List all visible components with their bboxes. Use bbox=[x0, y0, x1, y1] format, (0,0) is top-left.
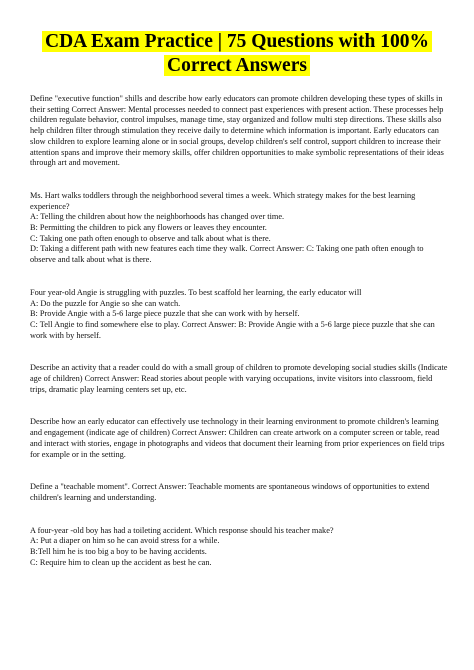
question-block-angie-puzzles bbox=[30, 288, 450, 342]
option-b: B:Tell him he is too big a boy to be having accidents. bbox=[30, 547, 207, 557]
paragraph: Describe how an early educator can effectively use technology in their learning environment to promote children's learning and engagement (indicate age of children) Correct Answer: Children can create artwork on a computer screen or table, read and interact with stories, engage in photographs and videos that document their learning from prior experiences on field trips for example or in the setting. bbox=[30, 417, 445, 459]
paragraph: Define a "teachable moment". Correct Answer: Teachable moments are spontaneous windows of opportunities to extend children's learning and understanding. bbox=[30, 482, 430, 502]
question-text: Ms. Hart walks toddlers through the neighborhood several times a week. Which strategy makes for the best learning experience? bbox=[30, 190, 416, 211]
option-b: B: Provide Angie with a 5-6 large piece puzzle that she can work with by herself. bbox=[30, 309, 300, 319]
option-a: A: Put a diaper on him so he can avoid stress for a while. bbox=[30, 536, 220, 546]
question-text: A four-year -old boy has had a toileting accident. Which response should his teacher make? bbox=[30, 525, 334, 535]
option-c: C: Taking one path often enough to observe and talk about what is there. bbox=[30, 233, 271, 243]
option-c: C: Require him to clean up the accident as best he can. bbox=[30, 557, 212, 567]
paragraph: Describe an activity that a reader could do with a small group of children to promote developing social studies skills (Indicate age of children) Correct Answer: Read stories about people with varying occupations, invite visitors into classroom, field trips, dramatic play learning centers set up, etc. bbox=[30, 363, 448, 394]
paragraph: Define "executive function" shills and describe how early educators can promote children developing these types of skills in their setting Correct Answer: Mental processes needed to connect past experiences with present action. These processes help children regulate behavior, control impulses, manage time, stay organized and follow multi step directions. These skills also help children filter through stimulation they receive daily to determine which information is important. Early educators can slow children to explore learning alone or in social groups, develop children's self control, support children to increase their attention spans and improve their memory skills, offer children opportunities to make symbolic representations of their ideas through art and movement. bbox=[30, 94, 444, 168]
question-block-neighborhood-walk bbox=[30, 191, 450, 266]
option-a: A: Telling the children about how the neighborhoods has changed over time. bbox=[30, 212, 285, 222]
document-body bbox=[30, 94, 450, 591]
title-line-1: CDA Exam Practice | 75 Questions with 100% bbox=[42, 31, 432, 52]
question-block-toileting-accident bbox=[30, 526, 450, 569]
question-block-executive-function bbox=[30, 94, 450, 169]
document-title bbox=[36, 30, 438, 78]
question-block-technology bbox=[30, 417, 450, 460]
option-d-answer: D: Taking a different path with new features each time they walk. Correct Answer: C: Taking one path often enough to observe and talk about what is there. bbox=[30, 244, 424, 265]
question-block-social-studies bbox=[30, 363, 450, 395]
question-block-teachable-moment bbox=[30, 482, 450, 503]
option-b: B: Permitting the children to pick any flowers or leaves they encounter. bbox=[30, 223, 267, 233]
title-line-2: Correct Answers bbox=[164, 55, 310, 76]
option-c-answer: C: Tell Angie to find somewhere else to play. Correct Answer: B: Provide Angie with a 5-6 large piece puzzle that she can work with by herself. bbox=[30, 319, 435, 340]
option-a: A: Do the puzzle for Angie so she can watch. bbox=[30, 298, 181, 308]
question-text: Four year-old Angie is struggling with puzzles. To best scaffold her learning, the early educator will bbox=[30, 287, 362, 297]
